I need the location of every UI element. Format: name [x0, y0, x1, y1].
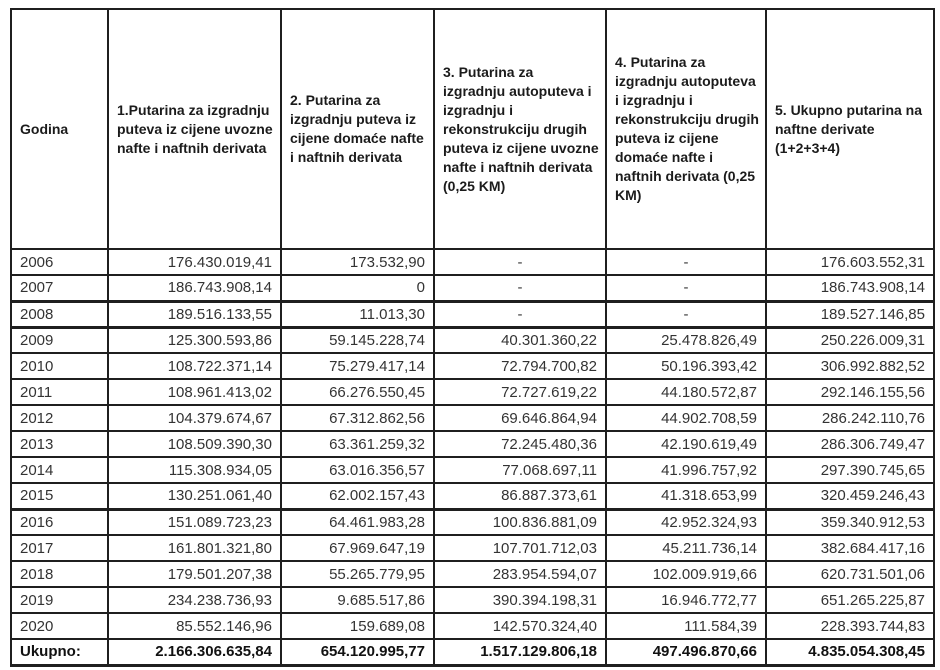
value-cell-col3: 72.727.619,22 — [434, 379, 606, 405]
value-cell-col2: 63.016.356,57 — [281, 457, 434, 483]
value-cell-col1: 189.516.133,55 — [108, 301, 281, 327]
value-cell-col1: 186.743.908,14 — [108, 275, 281, 301]
value-cell-col5: 382.684.417,16 — [766, 535, 934, 561]
table-row — [11, 483, 934, 509]
value-cell-col1: 104.379.674,67 — [108, 405, 281, 431]
value-cell-col5: 186.743.908,14 — [766, 275, 934, 301]
value-cell-col4: - — [606, 275, 766, 301]
total-row — [11, 639, 934, 665]
value-cell-col5: 320.459.246,43 — [766, 483, 934, 509]
value-cell-col2: 62.002.157,43 — [281, 483, 434, 509]
value-cell-col1: 108.722.371,14 — [108, 353, 281, 379]
value-cell-col5: 620.731.501,06 — [766, 561, 934, 587]
table-footer — [11, 639, 934, 665]
value-cell-col2: 173.532,90 — [281, 249, 434, 275]
value-cell-col1: 151.089.723,23 — [108, 509, 281, 535]
year-cell: 2012 — [11, 405, 108, 431]
value-cell-col1: 108.961.413,02 — [108, 379, 281, 405]
value-cell-col3: 107.701.712,03 — [434, 535, 606, 561]
value-cell-col2: 0 — [281, 275, 434, 301]
value-cell-col3: 40.301.360,22 — [434, 327, 606, 353]
value-cell-col3: - — [434, 275, 606, 301]
value-cell-col4: 42.952.324,93 — [606, 509, 766, 535]
value-cell-col1: 179.501.207,38 — [108, 561, 281, 587]
value-cell-col2: 11.013,30 — [281, 301, 434, 327]
value-cell-col4: 45.211.736,14 — [606, 535, 766, 561]
value-cell-col5: 250.226.009,31 — [766, 327, 934, 353]
value-cell-col2: 9.685.517,86 — [281, 587, 434, 613]
value-cell-col2: 75.279.417,14 — [281, 353, 434, 379]
value-cell-col4: 44.180.572,87 — [606, 379, 766, 405]
value-cell-col3: - — [434, 301, 606, 327]
value-cell-col5: 189.527.146,85 — [766, 301, 934, 327]
total-cell-col2: 654.120.995,77 — [281, 639, 434, 665]
value-cell-col5: 176.603.552,31 — [766, 249, 934, 275]
value-cell-col3: 72.245.480,36 — [434, 431, 606, 457]
value-cell-col4: 50.196.393,42 — [606, 353, 766, 379]
value-cell-col3: 72.794.700,82 — [434, 353, 606, 379]
year-cell: 2019 — [11, 587, 108, 613]
total-cell-col5: 4.835.054.308,45 — [766, 639, 934, 665]
value-cell-col3: 390.394.198,31 — [434, 587, 606, 613]
table-row — [11, 301, 934, 327]
year-cell: 2006 — [11, 249, 108, 275]
header-cell-col5: 5. Ukupno putarina na naftne derivate (1+2+3+4) — [766, 9, 934, 249]
table-row — [11, 509, 934, 535]
value-cell-col5: 306.992.882,52 — [766, 353, 934, 379]
value-cell-col4: - — [606, 249, 766, 275]
year-cell: 2013 — [11, 431, 108, 457]
value-cell-col5: 297.390.745,65 — [766, 457, 934, 483]
value-cell-col4: 42.190.619,49 — [606, 431, 766, 457]
value-cell-col2: 55.265.779,95 — [281, 561, 434, 587]
header-cell-col2: 2. Putarina za izgradnju puteva iz cijene domaće nafte i naftnih derivata — [281, 9, 434, 249]
table-row — [11, 431, 934, 457]
value-cell-col3: 100.836.881,09 — [434, 509, 606, 535]
value-cell-col4: 111.584,39 — [606, 613, 766, 639]
year-cell: 2011 — [11, 379, 108, 405]
value-cell-col3: 283.954.594,07 — [434, 561, 606, 587]
total-label: Ukupno: — [11, 639, 108, 665]
value-cell-col2: 67.969.647,19 — [281, 535, 434, 561]
year-cell: 2015 — [11, 483, 108, 509]
year-cell: 2017 — [11, 535, 108, 561]
toll-revenue-table — [10, 8, 935, 667]
value-cell-col5: 292.146.155,56 — [766, 379, 934, 405]
year-cell: 2009 — [11, 327, 108, 353]
value-cell-col1: 234.238.736,93 — [108, 587, 281, 613]
value-cell-col3: 86.887.373,61 — [434, 483, 606, 509]
value-cell-col2: 159.689,08 — [281, 613, 434, 639]
value-cell-col1: 161.801.321,80 — [108, 535, 281, 561]
header-cell-year: Godina — [11, 9, 108, 249]
value-cell-col4: 41.318.653,99 — [606, 483, 766, 509]
value-cell-col5: 359.340.912,53 — [766, 509, 934, 535]
value-cell-col1: 125.300.593,86 — [108, 327, 281, 353]
value-cell-col2: 66.276.550,45 — [281, 379, 434, 405]
value-cell-col3: 142.570.324,40 — [434, 613, 606, 639]
value-cell-col4: 16.946.772,77 — [606, 587, 766, 613]
value-cell-col1: 85.552.146,96 — [108, 613, 281, 639]
table-header — [11, 9, 934, 249]
value-cell-col2: 59.145.228,74 — [281, 327, 434, 353]
value-cell-col5: 286.306.749,47 — [766, 431, 934, 457]
value-cell-col4: 25.478.826,49 — [606, 327, 766, 353]
table-row — [11, 353, 934, 379]
table-row — [11, 249, 934, 275]
header-row — [11, 9, 934, 249]
table-row — [11, 379, 934, 405]
value-cell-col4: 41.996.757,92 — [606, 457, 766, 483]
value-cell-col2: 67.312.862,56 — [281, 405, 434, 431]
header-cell-col1: 1.Putarina za izgradnju puteva iz cijene uvozne nafte i naftnih derivata — [108, 9, 281, 249]
year-cell: 2010 — [11, 353, 108, 379]
value-cell-col1: 176.430.019,41 — [108, 249, 281, 275]
header-cell-col3: 3. Putarina za izgradnju autoputeva i izgradnju i rekonstrukciju drugih puteva iz cijene uvozne nafte i naftnih derivata (0,25 KM) — [434, 9, 606, 249]
value-cell-col1: 115.308.934,05 — [108, 457, 281, 483]
value-cell-col4: - — [606, 301, 766, 327]
value-cell-col3: 77.068.697,11 — [434, 457, 606, 483]
value-cell-col1: 130.251.061,40 — [108, 483, 281, 509]
table-row — [11, 327, 934, 353]
value-cell-col3: 69.646.864,94 — [434, 405, 606, 431]
table-row — [11, 613, 934, 639]
value-cell-col1: 108.509.390,30 — [108, 431, 281, 457]
value-cell-col2: 64.461.983,28 — [281, 509, 434, 535]
table-row — [11, 405, 934, 431]
year-cell: 2007 — [11, 275, 108, 301]
table-body — [11, 249, 934, 639]
table-row — [11, 535, 934, 561]
value-cell-col4: 102.009.919,66 — [606, 561, 766, 587]
total-cell-col1: 2.166.306.635,84 — [108, 639, 281, 665]
year-cell: 2018 — [11, 561, 108, 587]
value-cell-col4: 44.902.708,59 — [606, 405, 766, 431]
year-cell: 2016 — [11, 509, 108, 535]
value-cell-col5: 651.265.225,87 — [766, 587, 934, 613]
table-row — [11, 275, 934, 301]
table-row — [11, 587, 934, 613]
total-cell-col3: 1.517.129.806,18 — [434, 639, 606, 665]
table-row — [11, 457, 934, 483]
value-cell-col2: 63.361.259,32 — [281, 431, 434, 457]
total-cell-col4: 497.496.870,66 — [606, 639, 766, 665]
value-cell-col3: - — [434, 249, 606, 275]
header-cell-col4: 4. Putarina za izgradnju autoputeva i izgradnju i rekonstrukciju drugih puteva iz cijene domaće nafte i naftnih derivata (0,25 KM) — [606, 9, 766, 249]
table-row — [11, 561, 934, 587]
year-cell: 2008 — [11, 301, 108, 327]
year-cell: 2014 — [11, 457, 108, 483]
year-cell: 2020 — [11, 613, 108, 639]
value-cell-col5: 228.393.744,83 — [766, 613, 934, 639]
value-cell-col5: 286.242.110,76 — [766, 405, 934, 431]
